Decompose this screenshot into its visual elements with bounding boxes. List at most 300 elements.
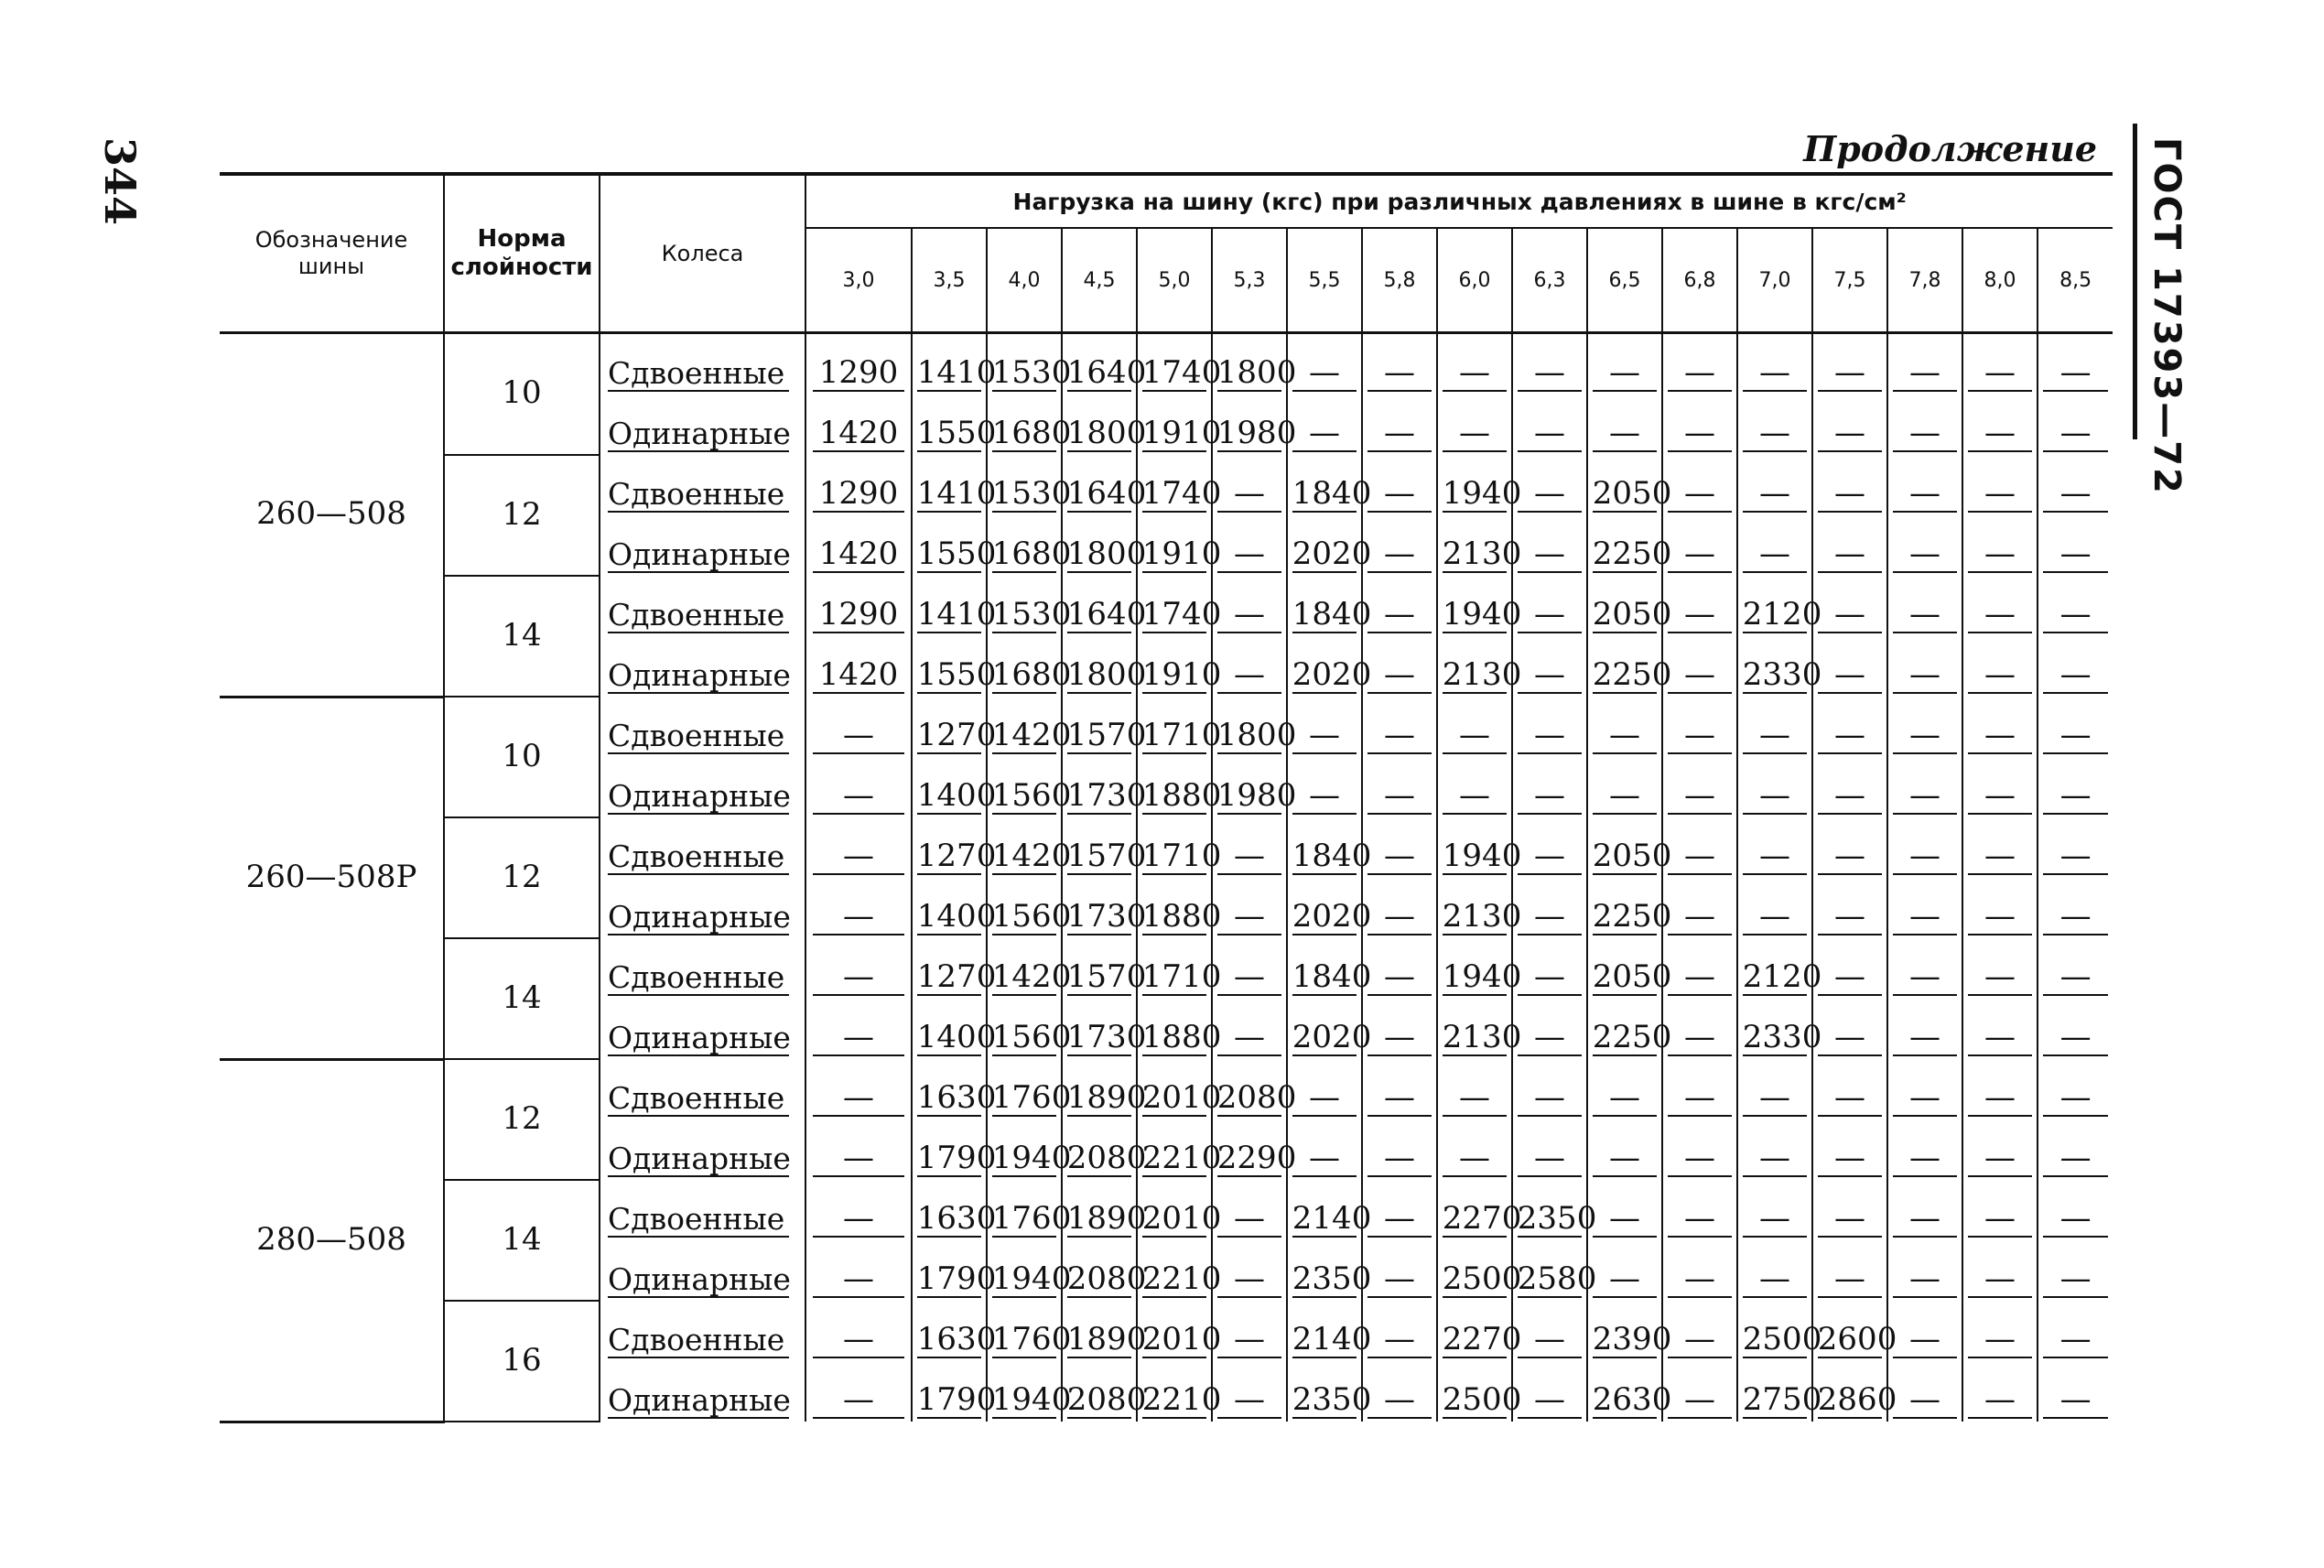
load-value-cell <box>1737 697 1812 757</box>
load-value-cell <box>1137 757 1222 817</box>
load-value: 2210 <box>1141 1381 1222 1419</box>
load-value-cell <box>1512 455 1587 515</box>
load-value: — <box>1968 538 2032 573</box>
load-value: 2630 <box>1592 1381 1672 1419</box>
load-value-cell <box>805 1059 912 1119</box>
load-value-cell <box>1962 1240 2038 1301</box>
load-value-cell <box>1062 395 1147 455</box>
load-value-cell <box>1437 395 1512 455</box>
load-value-cell <box>1512 576 1587 636</box>
load-value-cell <box>1362 1180 1437 1240</box>
load-value: — <box>813 1324 904 1358</box>
load-value: 2080 <box>1066 1381 1147 1419</box>
load-value: 2050 <box>1592 838 1672 875</box>
load-value-cell <box>1212 817 1287 878</box>
load-value-cell <box>912 999 997 1059</box>
load-value-cell <box>1212 515 1287 576</box>
load-value-cell <box>1212 757 1297 817</box>
load-value: 2330 <box>1742 656 1822 694</box>
load-value: — <box>813 901 904 935</box>
load-value: 1740 <box>1141 354 1222 392</box>
load-value: 1410 <box>916 596 997 633</box>
wheel-type-label: Одинарные <box>608 657 791 694</box>
load-value-cell <box>1212 1361 1287 1422</box>
load-value-cell <box>805 757 912 817</box>
load-value: 2020 <box>1292 535 1372 573</box>
load-value-cell <box>1812 1240 1887 1301</box>
load-value: — <box>1518 780 1582 815</box>
load-value-cell <box>1512 1301 1587 1361</box>
load-value: — <box>1217 1263 1281 1298</box>
load-value: 1840 <box>1292 475 1372 513</box>
load-value-cell <box>1737 938 1822 999</box>
load-value-cell <box>912 1119 997 1180</box>
load-value: — <box>1968 1203 2032 1238</box>
load-value: 2270 <box>1442 1200 1522 1238</box>
load-value-cell <box>912 1180 997 1240</box>
load-value-cell <box>1662 333 1737 395</box>
load-value-cell <box>1287 938 1372 999</box>
load-value-cell <box>2038 1301 2113 1361</box>
load-value-cell <box>1362 395 1437 455</box>
load-value: 2140 <box>1292 1200 1372 1238</box>
load-value-cell <box>1812 455 1887 515</box>
page-number: 344 <box>95 137 145 226</box>
wheel-type-cell <box>600 878 805 938</box>
load-value-cell <box>1812 636 1887 697</box>
load-value: — <box>2043 1263 2108 1298</box>
load-value-cell <box>1512 1059 1587 1119</box>
load-value: 2020 <box>1292 898 1372 935</box>
load-value-cell <box>987 999 1072 1059</box>
load-value: — <box>1443 417 1507 452</box>
header-tyre-designation: Обозначение шины <box>254 227 408 279</box>
load-value-cell <box>1437 817 1522 878</box>
load-value: — <box>813 1203 904 1238</box>
wheel-type-label: Одинарные <box>608 1141 791 1177</box>
load-value-cell <box>805 1119 912 1180</box>
load-value-cell <box>1587 1301 1672 1361</box>
wheel-type-label: Сдвоенные <box>608 1083 789 1117</box>
load-value-cell <box>805 333 912 395</box>
load-value-cell <box>1662 938 1737 999</box>
load-value-cell <box>2038 757 2113 817</box>
load-value: 1570 <box>1066 958 1147 996</box>
load-value-cell <box>1212 333 1297 395</box>
load-value: — <box>1217 1203 1281 1238</box>
load-value: — <box>1217 1022 1281 1056</box>
load-value: — <box>1818 840 1882 875</box>
load-value-cell <box>1437 1301 1522 1361</box>
ply-rating-cell: 12 <box>444 1059 600 1180</box>
load-value: 1270 <box>916 717 997 754</box>
load-value-cell <box>805 515 912 576</box>
load-value-cell <box>912 515 997 576</box>
wheel-type-cell <box>600 636 805 697</box>
load-value: — <box>1443 1142 1507 1177</box>
load-value: 1940 <box>991 1140 1072 1177</box>
load-value: — <box>1367 840 1432 875</box>
load-value-cell <box>1512 999 1587 1059</box>
load-value-cell <box>1962 395 2038 455</box>
load-value: — <box>1518 1022 1582 1056</box>
load-value-cell <box>1962 817 2038 878</box>
load-value: — <box>1367 478 1432 513</box>
load-value-cell <box>805 1180 912 1240</box>
ply-rating-cell: 14 <box>444 1180 600 1301</box>
load-value: 1530 <box>991 354 1072 392</box>
load-value-cell <box>987 817 1072 878</box>
load-value: — <box>1217 659 1281 694</box>
load-value-cell <box>1962 515 2038 576</box>
load-value: 1420 <box>813 659 904 694</box>
load-value-cell <box>1662 757 1737 817</box>
load-value-cell <box>987 1059 1072 1119</box>
load-value: 2270 <box>1442 1321 1522 1358</box>
load-value-cell <box>1512 515 1587 576</box>
load-value: — <box>1743 1142 1807 1177</box>
load-value-cell <box>1962 333 2038 395</box>
load-value-cell <box>1587 576 1672 636</box>
load-value: 2350 <box>1292 1260 1372 1298</box>
load-value: — <box>1968 478 2032 513</box>
load-value-cell <box>1662 878 1737 938</box>
tyre-designation-cell: 260—508 <box>220 333 444 697</box>
load-value-cell <box>1962 576 2038 636</box>
load-value-cell <box>1962 1119 2038 1180</box>
load-value-cell <box>2038 938 2113 999</box>
load-value-cell <box>1212 576 1287 636</box>
load-value-cell <box>1362 515 1437 576</box>
continuation-label: Продолжение <box>1803 128 2097 169</box>
load-value: 1790 <box>916 1140 997 1177</box>
load-value: — <box>1968 1082 2032 1117</box>
load-value-cell <box>1812 576 1887 636</box>
wheel-type-label: Одинарные <box>608 1261 791 1298</box>
load-value: — <box>2043 780 2108 815</box>
load-value-cell <box>1887 1301 1962 1361</box>
load-value-cell <box>1137 1301 1222 1361</box>
load-value-cell <box>1287 1301 1372 1361</box>
load-value-cell <box>1287 1240 1372 1301</box>
load-value: — <box>1593 1203 1657 1238</box>
load-value: — <box>1593 719 1657 754</box>
load-value-cell <box>1287 1180 1372 1240</box>
load-value-cell <box>1437 757 1512 817</box>
load-value: 1910 <box>1141 535 1222 573</box>
load-value: — <box>2043 1142 2108 1177</box>
load-value: 1730 <box>1066 1019 1147 1056</box>
load-value: — <box>1443 780 1507 815</box>
load-value: — <box>1968 357 2032 392</box>
load-value: — <box>1593 780 1657 815</box>
load-value-cell <box>1887 395 1962 455</box>
load-value-cell <box>1062 1301 1147 1361</box>
load-value: 1560 <box>991 898 1072 935</box>
load-value-cell <box>912 757 997 817</box>
load-value: — <box>1292 1082 1357 1117</box>
load-value-cell <box>987 878 1072 938</box>
load-value: 2020 <box>1292 1019 1372 1056</box>
load-value-cell <box>1287 757 1362 817</box>
load-value: 2250 <box>1592 656 1672 694</box>
load-value-cell <box>805 1301 912 1361</box>
load-value-cell <box>1212 697 1297 757</box>
load-value: — <box>1217 840 1281 875</box>
load-value-cell <box>912 395 997 455</box>
load-value: 1800 <box>1066 656 1147 694</box>
load-value: — <box>1818 1263 1882 1298</box>
load-value-cell <box>1887 515 1962 576</box>
pressure-header-cell: 5,8 <box>1362 228 1437 333</box>
load-value: 1290 <box>813 599 904 633</box>
load-value: — <box>1367 1082 1432 1117</box>
load-value-cell <box>1962 1059 2038 1119</box>
load-value: 2010 <box>1141 1200 1222 1238</box>
header-load-caption: Нагрузка на шину (кгс) при различных давлениях в шине в кгс/см² <box>805 174 2113 228</box>
standard-label: ГОСТ 17393—72 <box>2146 137 2188 495</box>
load-value-cell <box>1812 1180 1887 1240</box>
load-value: 1890 <box>1066 1321 1147 1358</box>
load-value: 1880 <box>1141 898 1222 935</box>
load-value-cell <box>1812 878 1887 938</box>
load-value: 2010 <box>1141 1079 1222 1117</box>
load-value-cell <box>1362 938 1437 999</box>
load-value: 1840 <box>1292 596 1372 633</box>
load-value-cell <box>1737 1240 1812 1301</box>
table-row <box>220 455 2113 515</box>
pressure-header-cell: 6,8 <box>1662 228 1737 333</box>
pressure-header-cell: 4,0 <box>987 228 1062 333</box>
load-value-cell <box>1662 817 1737 878</box>
load-value-cell <box>1287 333 1362 395</box>
load-value: — <box>1743 719 1807 754</box>
load-value-cell <box>1812 817 1887 878</box>
load-value-cell <box>2038 1119 2113 1180</box>
wheel-type-cell <box>600 1301 805 1361</box>
load-value-cell <box>1212 636 1287 697</box>
load-value: 1290 <box>813 357 904 392</box>
load-value: — <box>1518 538 1582 573</box>
load-value: 1910 <box>1141 656 1222 694</box>
load-value: — <box>1893 1384 1957 1419</box>
pressure-header-cell: 5,3 <box>1212 228 1287 333</box>
load-value: — <box>1818 357 1882 392</box>
load-value: — <box>1593 1142 1657 1177</box>
load-value: 1550 <box>916 656 997 694</box>
load-value-cell <box>1062 938 1147 999</box>
load-value: — <box>1668 599 1732 633</box>
load-value-cell <box>1062 333 1147 395</box>
load-value-cell <box>1137 697 1222 757</box>
load-value-cell <box>2038 576 2113 636</box>
load-value: 1940 <box>991 1260 1072 1298</box>
load-value: — <box>1367 538 1432 573</box>
load-value-cell <box>1887 1059 1962 1119</box>
load-value: — <box>813 719 904 754</box>
wheel-type-label: Одинарные <box>608 1382 791 1419</box>
load-value-cell <box>987 938 1072 999</box>
load-value-cell <box>987 576 1072 636</box>
load-value-cell <box>2038 878 2113 938</box>
load-value-cell <box>1587 999 1672 1059</box>
wheel-type-cell <box>600 938 805 999</box>
load-value-cell <box>1362 1240 1437 1301</box>
load-value: — <box>1743 901 1807 935</box>
load-value: — <box>1367 1203 1432 1238</box>
load-value-cell <box>987 1301 1072 1361</box>
load-value: — <box>1367 1142 1432 1177</box>
pressure-header-cell: 4,5 <box>1062 228 1137 333</box>
pressure-header-cell: 3,0 <box>805 228 912 333</box>
load-value-cell <box>1437 697 1512 757</box>
load-value: 2500 <box>1742 1321 1822 1358</box>
load-value-cell <box>1887 999 1962 1059</box>
load-value: 1710 <box>1141 838 1222 875</box>
header-wheels: Колеса <box>600 174 805 333</box>
load-value: 2860 <box>1817 1381 1897 1419</box>
load-value-cell <box>1962 757 2038 817</box>
load-value-cell <box>1137 999 1222 1059</box>
load-value-cell <box>1062 1059 1147 1119</box>
load-value-cell <box>2038 697 2113 757</box>
load-value: 2500 <box>1442 1260 1522 1298</box>
load-value-cell <box>1062 1240 1147 1301</box>
load-value-cell <box>1137 1361 1222 1422</box>
load-value: — <box>1818 961 1882 996</box>
load-value: — <box>1968 417 2032 452</box>
load-value: 1790 <box>916 1260 997 1298</box>
load-value: 2350 <box>1292 1381 1372 1419</box>
load-value: — <box>1743 417 1807 452</box>
ply-rating-cell: 12 <box>444 455 600 576</box>
wheel-type-cell <box>600 757 805 817</box>
load-value-cell <box>1362 817 1437 878</box>
load-value: — <box>1818 1142 1882 1177</box>
load-value-cell <box>987 515 1072 576</box>
load-value: — <box>1743 780 1807 815</box>
load-value-cell <box>1587 1059 1662 1119</box>
load-value: — <box>2043 1022 2108 1056</box>
wheel-type-label: Одинарные <box>608 536 791 573</box>
load-value: — <box>1668 901 1732 935</box>
load-value: — <box>1818 478 1882 513</box>
load-value-cell <box>1437 636 1522 697</box>
table-row <box>220 1301 2113 1361</box>
load-value: — <box>2043 1384 2108 1419</box>
wheel-type-cell <box>600 333 805 395</box>
load-value-cell <box>1212 395 1297 455</box>
load-value-cell <box>1437 515 1522 576</box>
load-value-cell <box>1437 1240 1522 1301</box>
load-value-cell <box>1287 395 1362 455</box>
load-value-cell <box>2038 636 2113 697</box>
load-value-cell <box>912 576 997 636</box>
load-value: 1400 <box>916 1019 997 1056</box>
load-value: — <box>2043 417 2108 452</box>
load-value: — <box>1367 719 1432 754</box>
load-value: 1890 <box>1066 1200 1147 1238</box>
load-value-cell <box>1737 1180 1812 1240</box>
load-value-cell <box>1287 1059 1362 1119</box>
load-value: 1630 <box>916 1200 997 1238</box>
load-value: 1940 <box>1442 475 1522 513</box>
load-value-cell <box>1287 999 1372 1059</box>
load-value-cell <box>1737 817 1812 878</box>
load-value: — <box>1292 1142 1357 1177</box>
load-value: 1550 <box>916 535 997 573</box>
load-value-cell <box>1662 697 1737 757</box>
load-value-cell <box>1512 817 1587 878</box>
pressure-header-cell: 7,8 <box>1887 228 1962 333</box>
table-body <box>220 333 2113 1422</box>
load-value-cell <box>2038 1059 2113 1119</box>
load-value: 1840 <box>1292 838 1372 875</box>
wheel-type-label: Одинарные <box>608 778 791 815</box>
wheel-type-cell <box>600 395 805 455</box>
wheel-type-label: Одинарные <box>608 416 791 452</box>
load-value-cell <box>987 1180 1072 1240</box>
load-value-cell <box>1887 757 1962 817</box>
load-value: — <box>1217 1384 1281 1419</box>
load-value: — <box>1893 599 1957 633</box>
pressure-header-cell: 8,0 <box>1962 228 2038 333</box>
load-value: — <box>1518 1082 1582 1117</box>
load-value: — <box>1593 1263 1657 1298</box>
load-value-cell <box>1662 455 1737 515</box>
load-value: — <box>1968 1384 2032 1419</box>
load-value: 1800 <box>1066 415 1147 452</box>
load-value-cell <box>1962 1301 2038 1361</box>
load-value: 1630 <box>916 1321 997 1358</box>
load-value-cell <box>912 333 997 395</box>
load-value-cell <box>2038 1240 2113 1301</box>
load-value: — <box>2043 961 2108 996</box>
load-value: — <box>1818 1022 1882 1056</box>
load-value: 1760 <box>991 1200 1072 1238</box>
load-value-cell <box>2038 817 2113 878</box>
load-value-cell <box>1062 515 1147 576</box>
load-value-cell <box>1812 757 1887 817</box>
load-value-cell <box>1737 455 1812 515</box>
load-value: 1740 <box>1141 596 1222 633</box>
load-value: — <box>813 1022 904 1056</box>
load-value: — <box>1367 1022 1432 1056</box>
load-value: 1420 <box>813 538 904 573</box>
load-value-cell <box>1662 576 1737 636</box>
load-value-cell <box>1737 515 1812 576</box>
load-value: 1420 <box>991 838 1072 875</box>
tyre-designation-cell: 260—508Р <box>220 697 444 1059</box>
load-value-cell <box>1662 395 1737 455</box>
load-value-cell <box>1962 1180 2038 1240</box>
load-value-cell <box>1287 697 1362 757</box>
load-value-cell <box>1887 636 1962 697</box>
load-value-cell <box>1287 817 1372 878</box>
load-value: — <box>1893 1263 1957 1298</box>
load-value-cell <box>1512 757 1587 817</box>
load-value: 2250 <box>1592 535 1672 573</box>
load-value: — <box>1968 901 2032 935</box>
load-value: 2250 <box>1592 1019 1672 1056</box>
load-value-cell <box>1662 515 1737 576</box>
load-value: — <box>1818 1082 1882 1117</box>
table-row <box>220 817 2113 878</box>
load-value: — <box>1743 1082 1807 1117</box>
load-value-cell <box>1587 878 1672 938</box>
load-value-cell <box>2038 455 2113 515</box>
load-value-cell <box>1962 938 2038 999</box>
